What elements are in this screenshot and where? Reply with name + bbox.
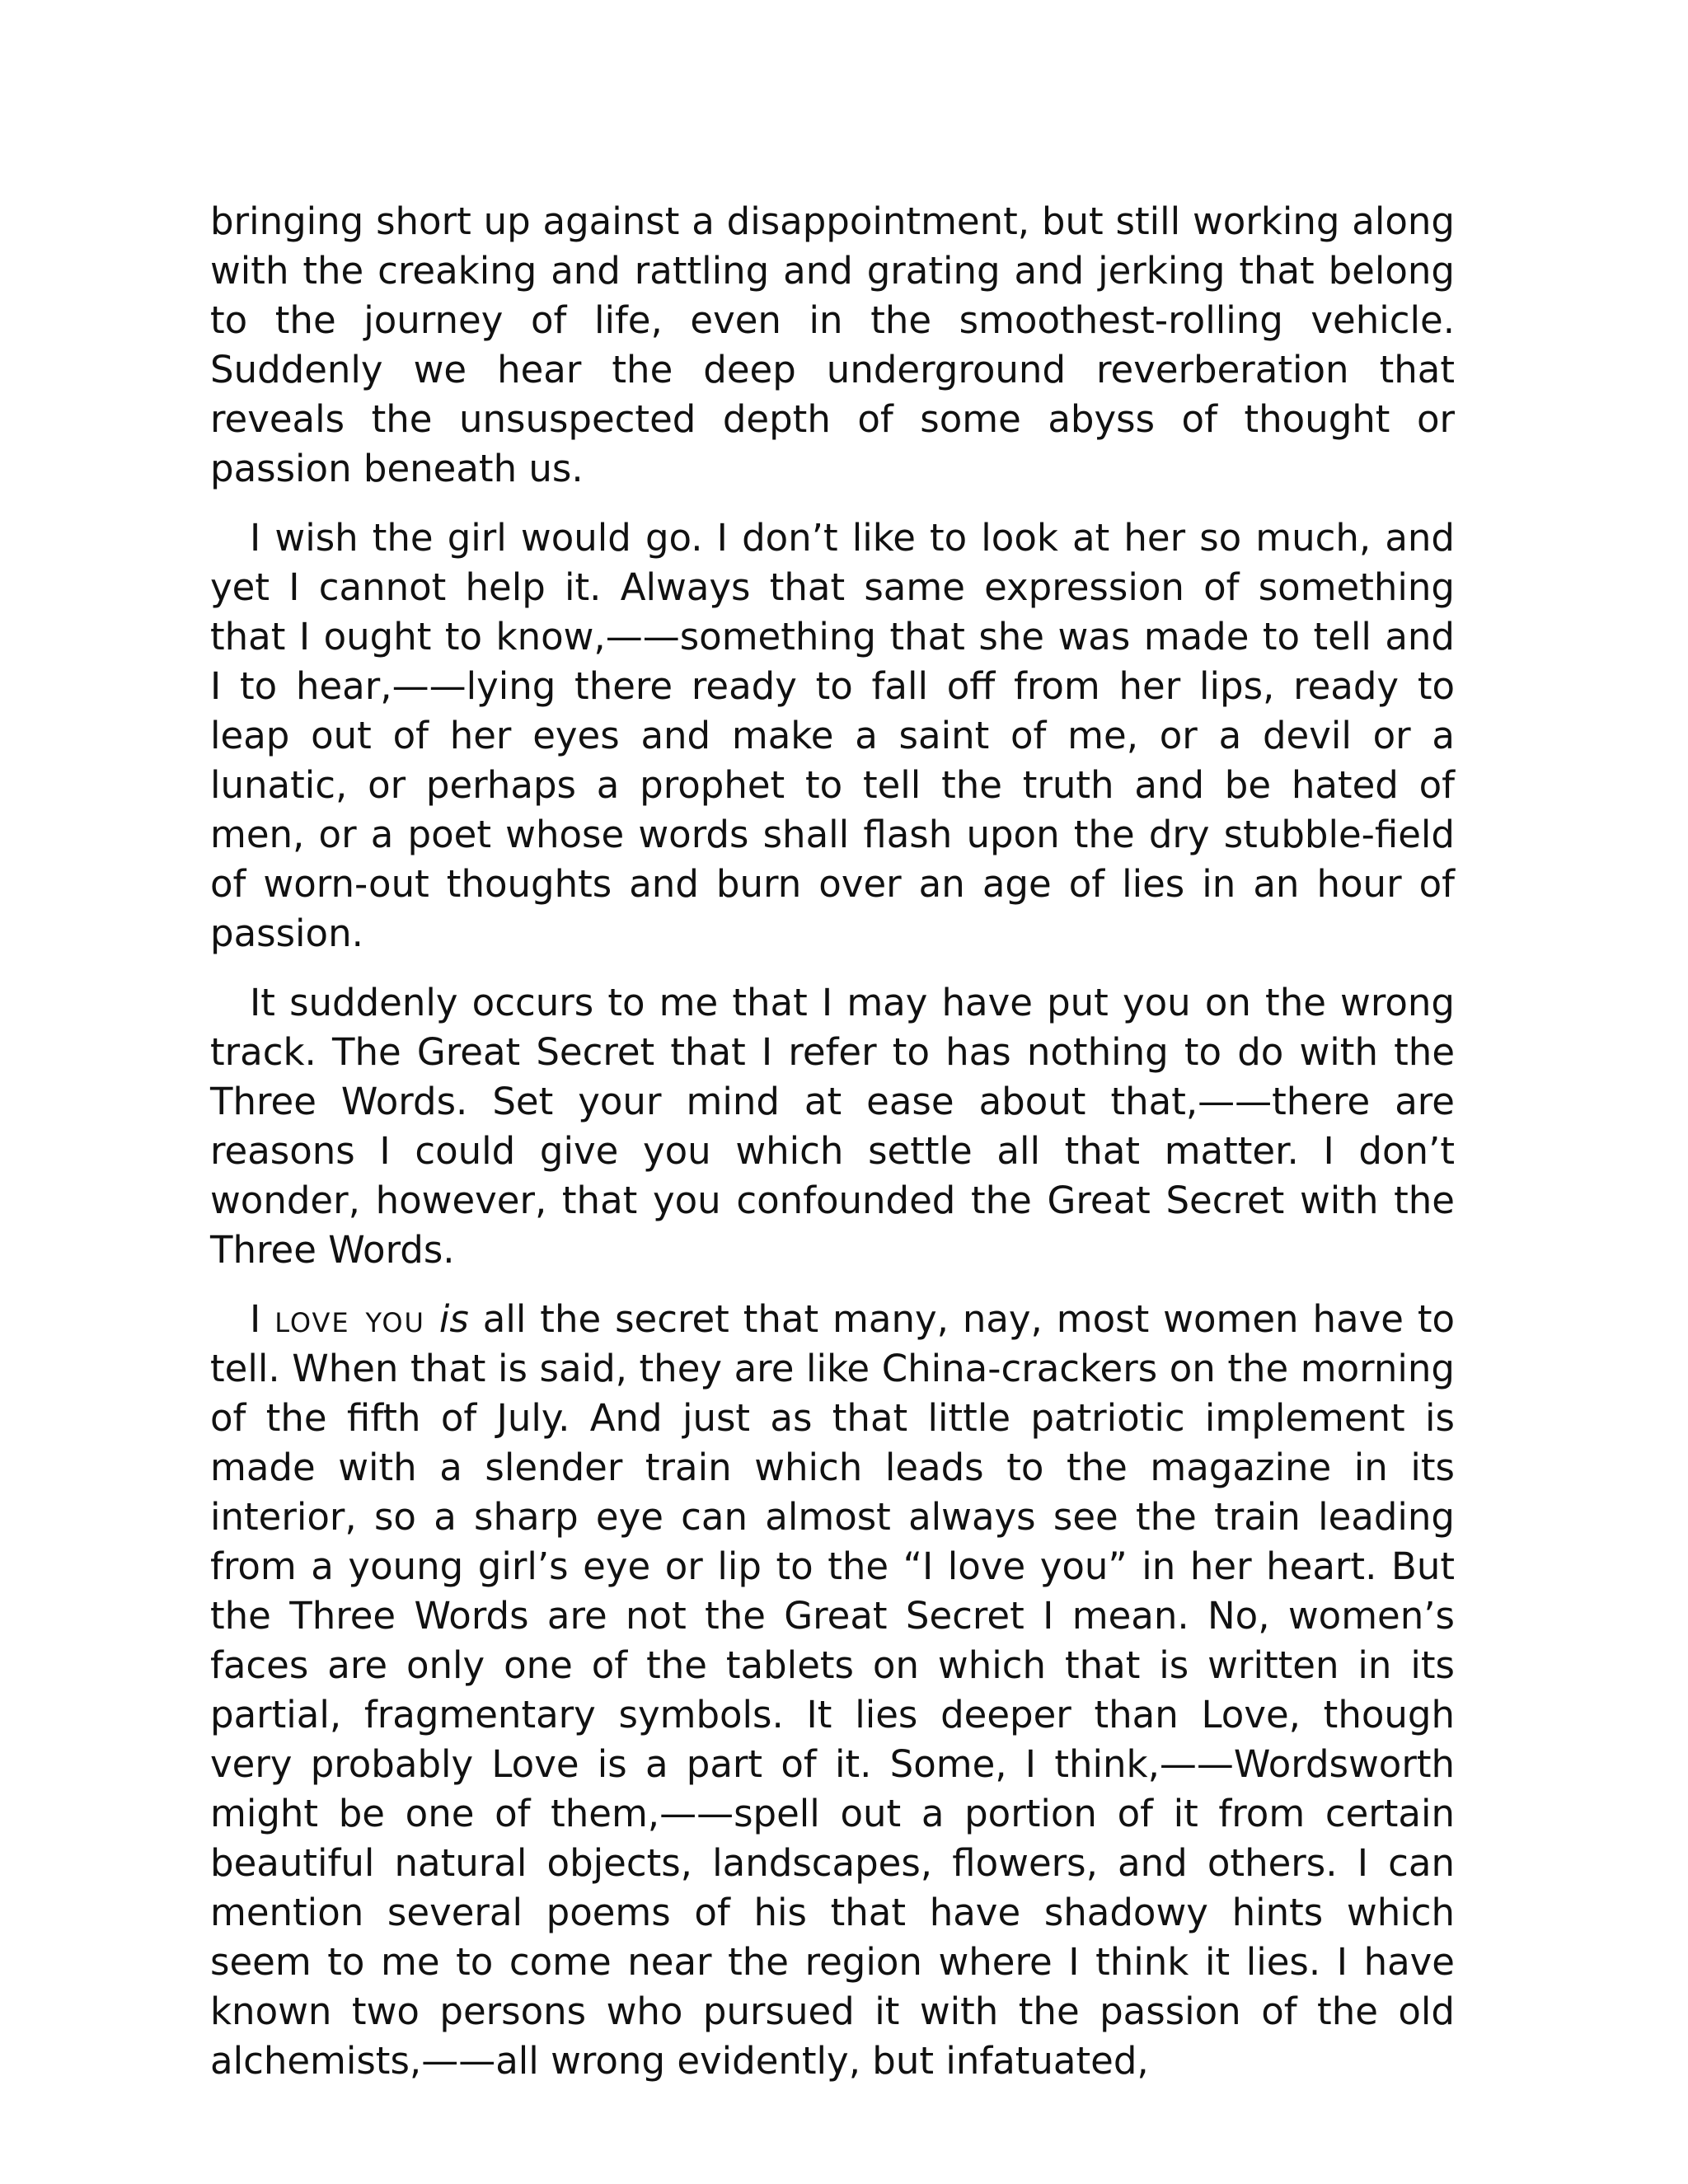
body-text [210,197,1455,2106]
paragraph-4-lead: I [250,1297,275,1341]
paragraph-2: I wish the girl would go. I don’t like to look at her so much, and yet I cannot help it. Always that same expression of something that I ought to know,——something that she was made to tell and I to hear,——lying there ready to fall off from her lips, ready to leap out of her eyes and make a saint of me, or a devil or a lunatic, or perhaps a prophet to tell the truth and be hated of men, or a poet whose words shall flash upon the dry stubble-field of worn-out thoughts and burn over an age of lies in an hour of passion. [210,516,1455,955]
paragraph-4 [210,1295,1455,2086]
paragraph-1: bringing short up against a disappointment, but still working along with the creaking and rattling and grating and jerking that belong to the journey of life, even in the smoothest-rolling vehicle. Suddenly we hear the deep underground reverberation that reveals the unsuspected depth of some abyss of thought or passion beneath us. [210,199,1455,490]
paragraph-4-body: all the secret that many, nay, most women have to tell. When that is said, they are like China-crackers on the morning of the fifth of July. And just as that little patriotic implement is made with a slender train which leads to the magazine in its interior, so a sharp eye can almost always see the train leading from a young girl’s eye or lip to the “I love you” in her heart. But the Three Words are not the Great Secret I mean. No, women’s faces are only one of the tablets on which that is written in its partial, fragmentary symbols. It lies deeper than Love, though very probably Love is a part of it. Some, I think,——Wordsworth might be one of them,——spell out a portion of it from certain beautiful natural objects, landscapes, flowers, and others. I can mention several poems of his that have shadowy hints which seem to me to come near the region where I think it lies. I have known two persons who pursued it with the passion of the old alchemists,——all wrong evidently, but infatuated, [210,1297,1455,2083]
paragraph-4-space [425,1297,439,1341]
paragraph-3: It suddenly occurs to me that I may have put you on the wrong track. The Great Secret that I refer to has nothing to do with the Three Words. Set your mind at ease about that,——there are reasons I could give you which settle all that matter. I don’t wonder, however, that you confounded the Great Secret with the Three Words. [210,981,1455,1272]
paragraph-4-smallcaps: love you [274,1297,425,1341]
paragraph-4-italic: is [438,1297,469,1341]
